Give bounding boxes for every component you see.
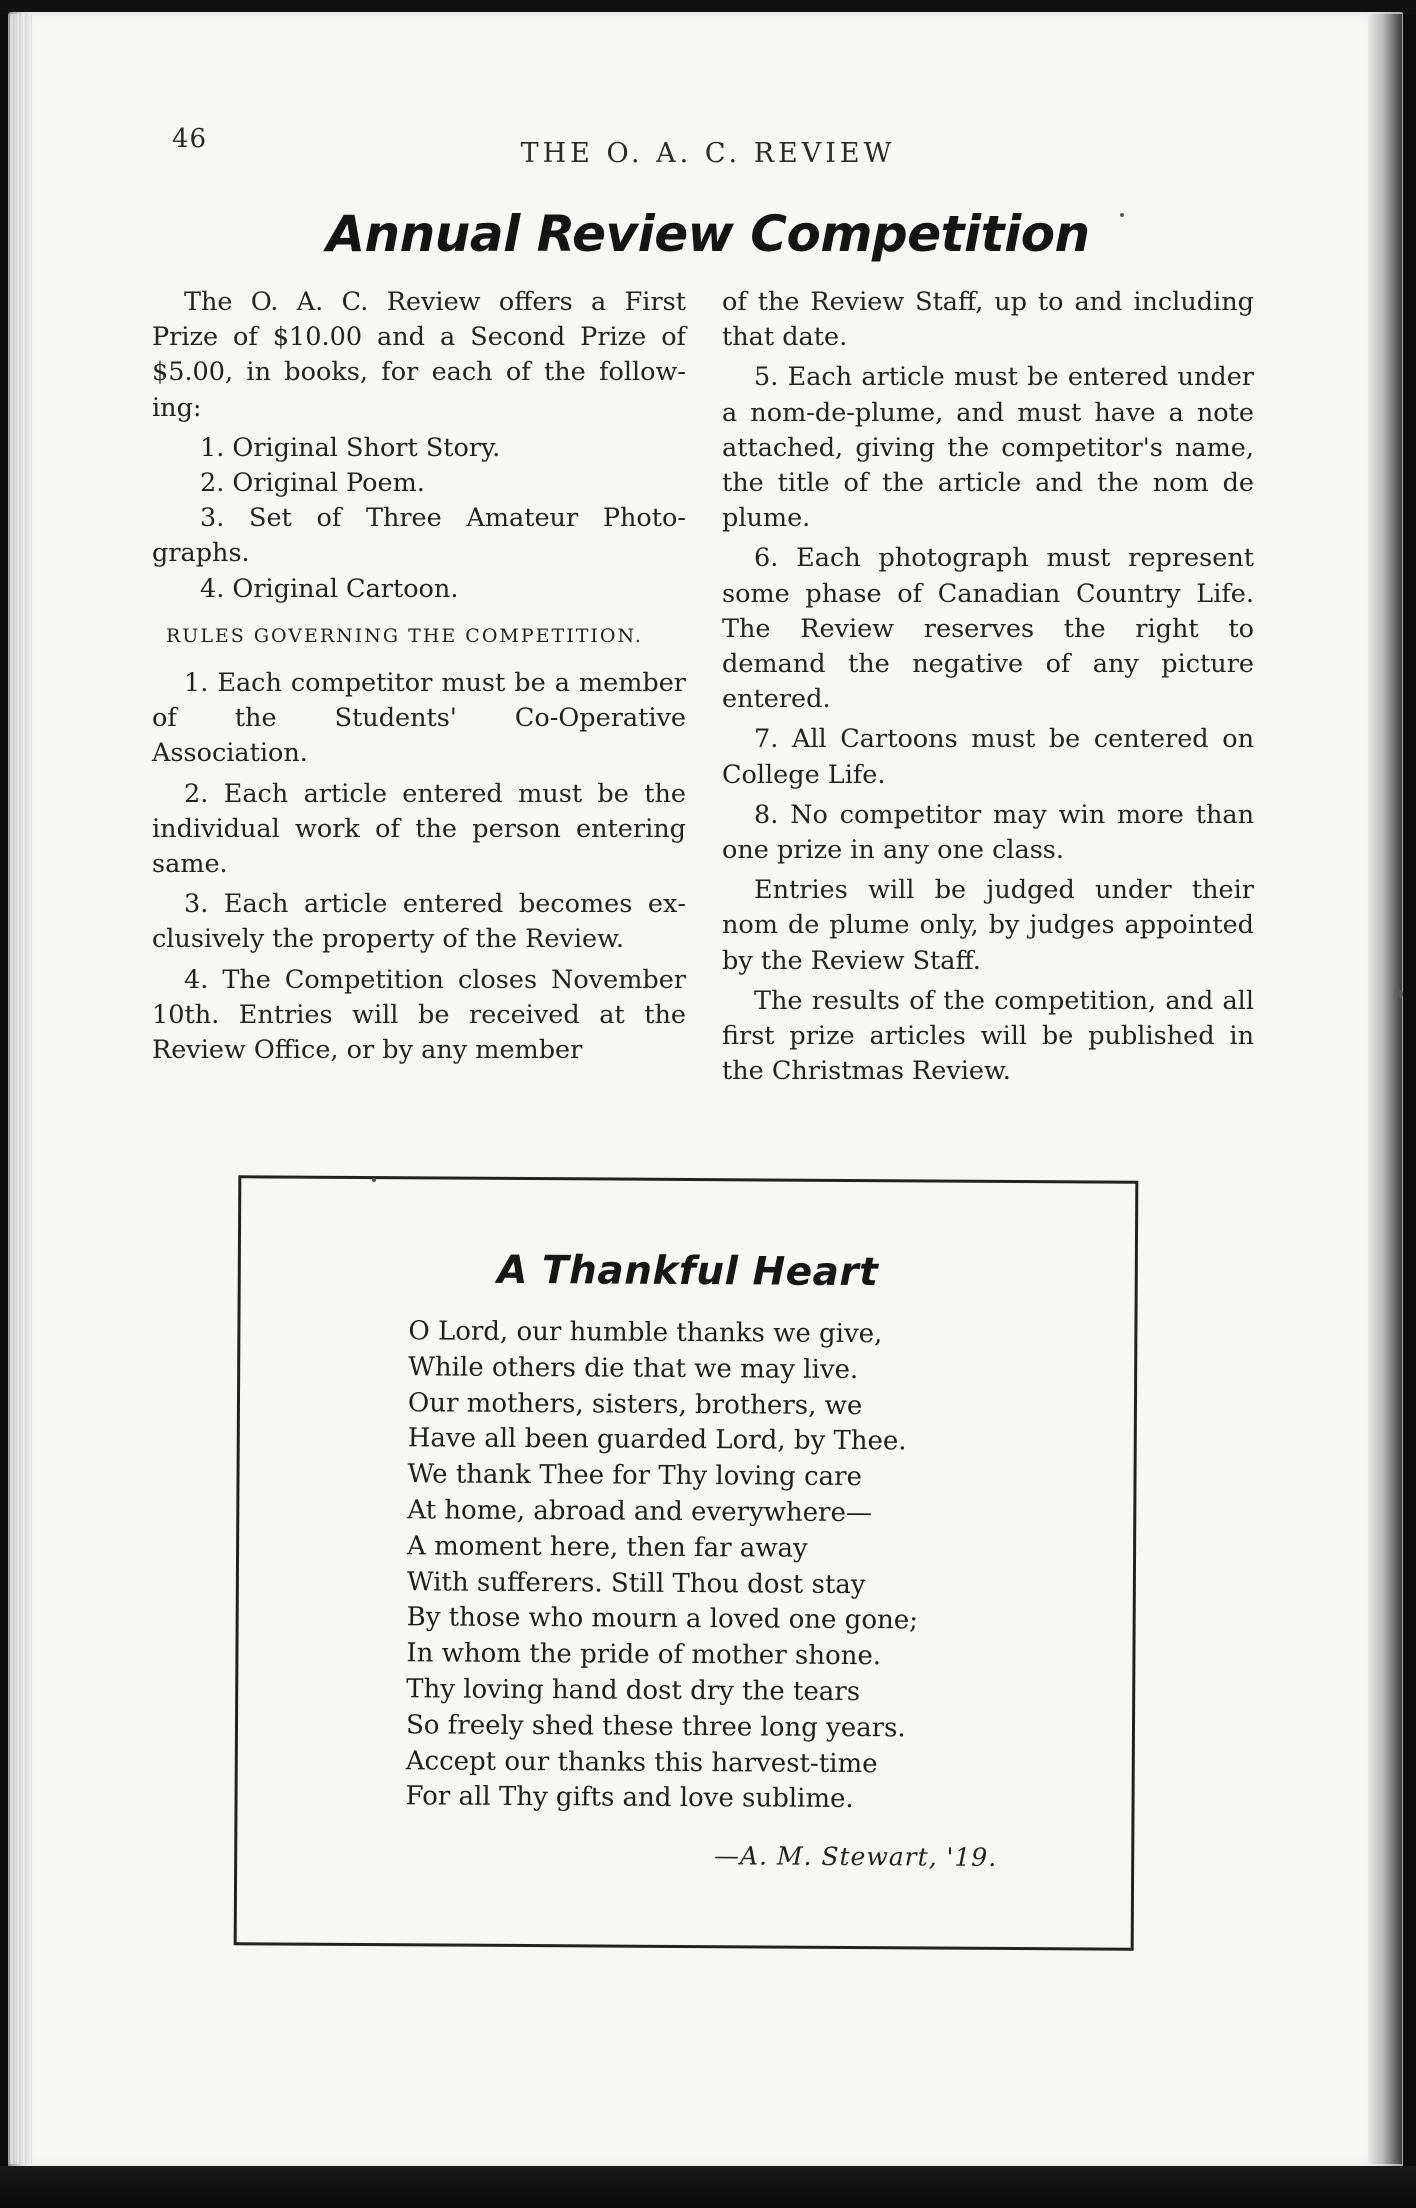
article-title: Annual Review Competition <box>326 205 1090 263</box>
rule-paragraph: 8. No competitor may win more than one prize in any one class. <box>722 799 1254 866</box>
rule-paragraph: 6. Each photograph must represent some phase of Canadian Country Life. The Review reserves the right to demand the negative of any picture entered. <box>722 543 1254 715</box>
rule-paragraph: 2. Each article entered must be the individual work of the person entering same. <box>152 778 686 880</box>
article-column-right <box>722 285 1254 1094</box>
poem-line: O Lord, our humble thanks we give, <box>408 1316 883 1350</box>
poem-attribution: —A. M. Stewart, '19. <box>713 1841 998 1872</box>
page-binding-shadow <box>1368 14 1402 2164</box>
poem-line: By those who mourn a loved one gone; <box>406 1602 919 1636</box>
rule-paragraph: 4. The Competition closes November 10th. Entries will be received at the Review Office, or by any member <box>152 964 686 1066</box>
poem-title: A Thankful Heart <box>497 1247 879 1296</box>
scan-speck <box>372 1178 376 1182</box>
prize-category-item: 4. Original Cartoon. <box>200 573 459 604</box>
article-paragraph: The results of the competition, and all first prize articles will be published in the Christmas Review. <box>722 985 1254 1087</box>
scan-border-bottom <box>0 2166 1416 2208</box>
poem-line: For all Thy gifts and love sublime. <box>405 1781 854 1815</box>
rule-paragraph: 5. Each article must be entered under a nom-de-plume, and must have a note attached, giving the competitor's name, the title of the article and the nom de plume. <box>722 362 1254 534</box>
poem-line: While others die that we may live. <box>408 1352 859 1385</box>
rule-paragraph: 3. Each article entered becomes exclusively the property of the Review. <box>152 889 686 955</box>
poem-line: So freely shed these three long years. <box>405 1710 906 1744</box>
poem-line: We thank Thee for Thy loving care <box>407 1459 862 1493</box>
poem-line: Accept our thanks this harvest-time <box>405 1745 878 1779</box>
running-head: THE O. A. C. REVIEW <box>520 138 896 169</box>
poem-body <box>405 1314 1028 1819</box>
rules-subheading: RULES GOVERNING THE COMPETITION. <box>166 624 643 647</box>
page-number: 46 <box>172 124 208 154</box>
poem-line: With sufferers. Still Thou dost stay <box>406 1566 866 1600</box>
poem-box <box>234 1175 1139 1950</box>
article-paragraph: Entries will be judged under their nom de plume only, by judges appointed by the Review Staff. <box>722 875 1254 976</box>
rule-paragraph: of the Review Staff, up to and including that date. <box>722 287 1254 353</box>
article-column-left <box>152 285 686 1073</box>
poem-line: Thy loving hand dost dry the tears <box>406 1674 861 1708</box>
poem-line: At home, abroad and everywhere— <box>407 1495 872 1529</box>
prize-category-item: 3. Set of Three Amateur Photographs. <box>152 503 686 569</box>
poem-line: Our mothers, sisters, brothers, we <box>407 1387 863 1421</box>
rule-paragraph: 7. All Cartoons must be centered on College Life. <box>722 724 1254 790</box>
prize-category-item: 2. Original Poem. <box>200 468 425 499</box>
article-paragraph: The O. A. C. Review offers a First Prize of $10.00 and a Second Prize of $5.00, in books, for each of the following: <box>152 287 686 423</box>
poem-line: A moment here, then far away <box>407 1531 808 1564</box>
poem-line: In whom the pride of mother shone. <box>406 1638 882 1672</box>
scan-speck <box>1398 990 1403 998</box>
page-stack-edge-left <box>10 14 32 2164</box>
rule-paragraph: 1. Each competitor must be a member of the Students' Co-Operative Association. <box>152 668 686 769</box>
scan-speck <box>1120 213 1124 217</box>
poem-line: Have all been guarded Lord, by Thee. <box>407 1423 907 1457</box>
prize-category-item: 1. Original Short Story. <box>200 432 501 463</box>
